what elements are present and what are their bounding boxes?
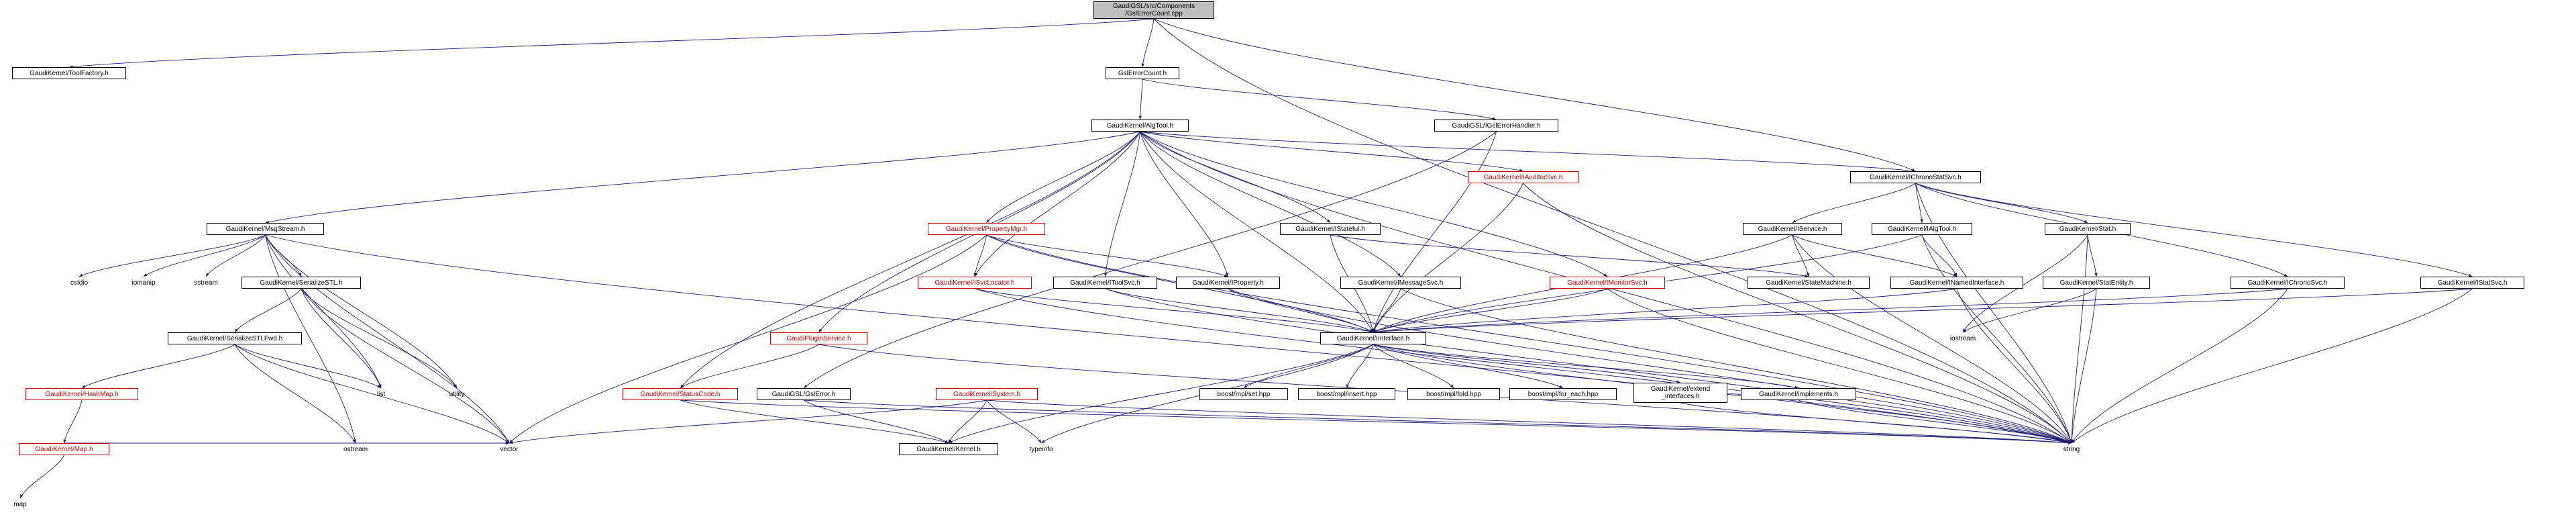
graph-node-n34[interactable]: GaudiKernel/StatusCode.h: [623, 388, 738, 400]
edge-n19-to-n48: [1228, 289, 2072, 443]
graph-node-n13[interactable]: cstdio: [70, 279, 89, 287]
graph-node-n18[interactable]: GaudiKernel/IToolSvc.h: [1053, 277, 1157, 289]
edge-n6-to-n12: [1916, 183, 2088, 223]
edge-n29-to-n42: [1373, 344, 1799, 388]
edge-n7-to-n14: [144, 235, 266, 277]
graph-node-n28[interactable]: GaudiPluginService.h: [770, 332, 867, 344]
edge-root-to-n6: [1154, 19, 1916, 171]
graph-node-n4[interactable]: GaudiGSL/IGslErrorHandler.h: [1434, 120, 1558, 132]
edge-n11-to-n23: [1922, 235, 1957, 277]
edge-n36-to-n48: [987, 400, 2072, 443]
edge-n2-to-n3: [1140, 79, 1143, 120]
graph-node-n11[interactable]: GaudiKernel/IAlgTool.h: [1872, 223, 1972, 235]
edge-n3-to-n7: [266, 132, 1140, 223]
edge-n28-to-n34: [680, 344, 819, 388]
graph-node-n37[interactable]: boost/mpl/set.hpp: [1199, 388, 1288, 400]
edge-n33-to-n43: [64, 400, 83, 443]
edge-n12-to-n24: [2088, 235, 2096, 277]
edge-n3-to-n5: [1140, 132, 1523, 171]
graph-node-n35[interactable]: GaudiGSL/GslError.h: [757, 388, 851, 400]
graph-node-n31[interactable]: list: [376, 390, 386, 398]
graph-node-n19[interactable]: GaudiKernel/IProperty.h: [1176, 277, 1280, 289]
graph-node-n30[interactable]: iostream: [1949, 334, 1976, 342]
graph-node-n22[interactable]: GaudiKernel/StateMachine.h: [1748, 277, 1870, 289]
edge-n24-to-n48: [2072, 289, 2096, 443]
edge-n34-to-n46: [680, 400, 949, 443]
edge-n23-to-n48: [1957, 289, 2072, 443]
edge-n43-to-n49: [20, 455, 64, 498]
graph-node-n29[interactable]: GaudiKernel/IInterface.h: [1320, 332, 1426, 344]
graph-node-n20[interactable]: GaudiKernel/IMessageSvc.h: [1340, 277, 1461, 289]
graph-node-n8[interactable]: GaudiKernel/PropertyMgr.h: [928, 223, 1045, 235]
edge-n23-to-n29: [1373, 289, 1957, 332]
edge-n10-to-n23: [1792, 235, 1957, 277]
edge-n29-to-n37: [1244, 344, 1373, 388]
graph-node-n38[interactable]: boost/mpl/insert.hpp: [1298, 388, 1395, 400]
edge-n41-to-n48: [1680, 403, 2072, 443]
edge-n3-to-n6: [1140, 132, 1916, 171]
edge-n4-to-n29: [1373, 132, 1497, 332]
edge-n7-to-n45: [266, 235, 510, 443]
edge-n36-to-n46: [949, 400, 987, 443]
edge-n20-to-n29: [1373, 289, 1401, 332]
edge-n29-to-n39: [1373, 344, 1454, 388]
graph-node-n49[interactable]: map: [13, 500, 27, 508]
edge-n29-to-n41: [1373, 344, 1680, 383]
graph-node-n36[interactable]: GaudiKernel/System.h: [936, 388, 1038, 400]
edge-n18-to-n48: [1106, 289, 2072, 443]
graph-node-n39[interactable]: boost/mpl/fold.hpp: [1407, 388, 1500, 400]
edge-n5-to-n29: [1373, 183, 1523, 332]
graph-node-n24[interactable]: GaudiKernel/StatEntity.h: [2043, 277, 2150, 289]
edge-n4-to-n35: [804, 132, 1497, 388]
edge-n7-to-n32: [266, 235, 458, 388]
graph-node-n26[interactable]: GaudiKernel/IStatSvc.h: [2420, 277, 2524, 289]
edge-n8-to-n19: [987, 235, 1228, 277]
graph-node-n12[interactable]: GaudiKernel/Stat.h: [2045, 223, 2131, 235]
graph-node-n45[interactable]: vector: [500, 445, 519, 453]
graph-node-n27[interactable]: GaudiKernel/SerializeSTLFwd.h: [168, 332, 302, 344]
edge-n12-to-n48: [2072, 235, 2088, 443]
graph-node-n21[interactable]: GaudiKernel/IMonitorSvc.h: [1550, 277, 1665, 289]
edge-n16-to-n32: [301, 289, 457, 388]
edge-root-to-n2: [1142, 19, 1154, 67]
graph-node-n17[interactable]: GaudiKernel/ISvcLocator.h: [918, 277, 1032, 289]
edge-n29-to-n40: [1373, 344, 1563, 388]
graph-node-n48[interactable]: string: [2063, 445, 2080, 453]
edge-n18-to-n29: [1106, 289, 1374, 332]
edge-root-to-n1: [69, 19, 1154, 67]
edge-n3-to-n21: [1140, 132, 1608, 277]
edge-n7-to-n31: [266, 235, 382, 388]
graph-node-n10[interactable]: GaudiKernel/IService.h: [1743, 223, 1842, 235]
edge-n35-to-n46: [804, 400, 949, 443]
graph-node-n16[interactable]: GaudiKernel/SerializeSTL.h: [241, 277, 361, 289]
graph-node-root[interactable]: GaudiGSL/src/Components /GslErrorCount.cpp: [1093, 1, 1214, 19]
edge-n25-to-n29: [1373, 289, 2288, 332]
graph-node-n25[interactable]: GaudiKernel/IChronoSvc.h: [2231, 277, 2345, 289]
graph-node-n42[interactable]: GaudiKernel/implements.h: [1741, 388, 1856, 400]
graph-node-n44[interactable]: ostream: [343, 445, 368, 453]
edge-n3-to-n19: [1140, 132, 1228, 277]
graph-node-n5[interactable]: GaudiKernel/IAuditorSvc.h: [1468, 171, 1578, 183]
edge-n35-to-n48: [804, 400, 2072, 443]
graph-node-n32[interactable]: utility: [449, 390, 465, 398]
edge-n6-to-n11: [1916, 183, 1923, 223]
edge-n24-to-n30: [1963, 289, 2096, 332]
edge-n42-to-n48: [1799, 400, 2072, 443]
edge-n16-to-n27: [235, 289, 301, 332]
graph-node-n47[interactable]: typeinfo: [1029, 445, 1053, 453]
graph-node-n1[interactable]: GaudiKernel/ToolFactory.h: [12, 67, 126, 79]
edge-n21-to-n48: [1607, 289, 2072, 443]
edge-n8-to-n45: [509, 235, 987, 443]
edge-n36-to-n47: [987, 400, 1041, 443]
edge-n7-to-n15: [206, 235, 266, 277]
edge-n7-to-n48: [266, 235, 2072, 443]
graph-node-n43[interactable]: GaudiKernel/Map.h: [19, 443, 109, 455]
edge-n6-to-n26: [1916, 183, 2473, 277]
graph-node-n3[interactable]: GaudiKernel/AlgTool.h: [1091, 120, 1189, 132]
graph-node-n7[interactable]: GaudiKernel/MsgStream.h: [207, 223, 324, 235]
graph-node-n6[interactable]: GaudiKernel/IChronoStatSvc.h: [1850, 171, 1981, 183]
edge-n7-to-n16: [266, 235, 302, 277]
edge-n27-to-n44: [235, 344, 356, 443]
edge-n25-to-n48: [2072, 289, 2288, 443]
graph-node-n23[interactable]: GaudiKernel/INamedInterface.h: [1890, 277, 2023, 289]
edge-n27-to-n31: [235, 344, 381, 388]
graph-node-n2[interactable]: GslErrorCount.h: [1106, 67, 1179, 79]
edge-n17-to-n29: [975, 289, 1373, 332]
edge-n3-to-n18: [1106, 132, 1140, 277]
graph-node-n40[interactable]: boost/mpl/for_each.hpp: [1509, 388, 1617, 400]
edge-n36-to-n45: [509, 400, 987, 443]
graph-node-n41[interactable]: GaudiKernel/extend _interfaces.h: [1633, 383, 1727, 403]
edge-n34-to-n48: [680, 400, 2072, 443]
edge-n9-to-n22: [1330, 235, 1809, 277]
edge-n21-to-n29: [1373, 289, 1607, 332]
graph-node-n14[interactable]: iomanip: [131, 279, 156, 287]
edge-n3-to-n20: [1140, 132, 1401, 277]
edge-n19-to-n29: [1228, 289, 1374, 332]
edge-n7-to-n13: [79, 235, 266, 277]
edge-n29-to-n38: [1347, 344, 1374, 388]
edge-n26-to-n48: [2072, 289, 2473, 443]
edge-n16-to-n31: [301, 289, 381, 388]
edge-n3-to-n34: [680, 132, 1140, 388]
edge-n27-to-n33: [82, 344, 235, 388]
edge-n20-to-n48: [1401, 289, 2072, 443]
edge-n10-to-n22: [1792, 235, 1809, 277]
edge-n3-to-n8: [987, 132, 1140, 223]
edge-n10-to-n48: [1792, 235, 2072, 443]
graph-node-n46[interactable]: GaudiKernel/Kernel.h: [899, 443, 998, 455]
edge-n2-to-n4: [1142, 79, 1497, 120]
edge-n8-to-n48: [987, 235, 2072, 443]
edge-n17-to-n48: [975, 289, 2072, 443]
edge-n26-to-n29: [1373, 289, 2473, 332]
graph-node-n15[interactable]: sstream: [194, 279, 218, 287]
graph-node-n33[interactable]: GaudiKernel/HashMap.h: [25, 388, 138, 400]
graph-node-n9[interactable]: GaudiKernel/IStateful.h: [1280, 223, 1381, 235]
edge-n6-to-n10: [1792, 183, 1916, 223]
edge-n16-to-n45: [301, 289, 509, 443]
edge-n8-to-n17: [975, 235, 987, 277]
edge-n3-to-n9: [1140, 132, 1331, 223]
edge-n3-to-n17: [975, 132, 1140, 277]
